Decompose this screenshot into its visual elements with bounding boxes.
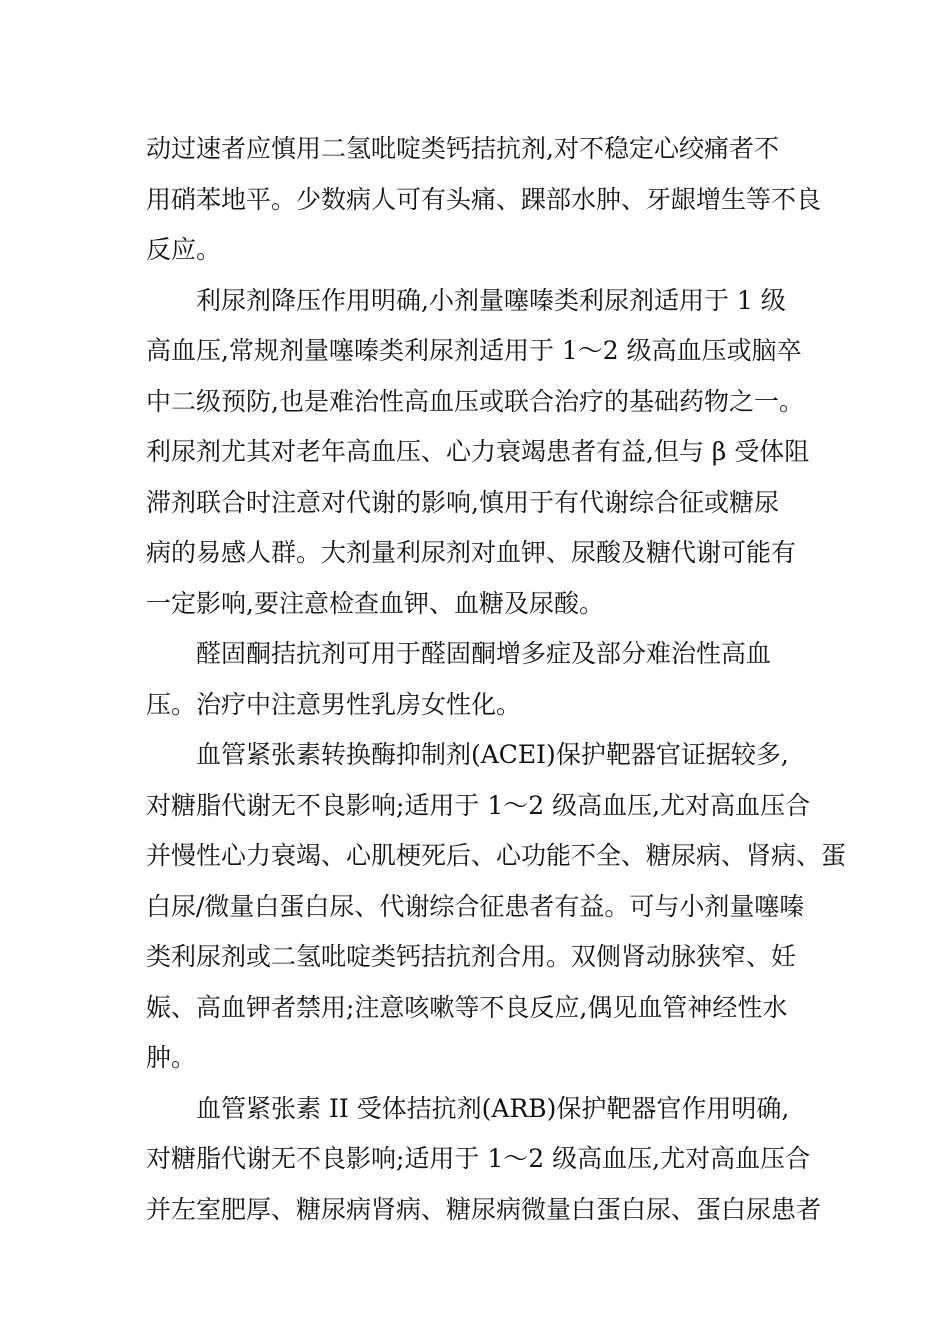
text-line: 用硝苯地平。少数病人可有头痛、踝部水肿、牙龈增生等不良	[146, 184, 822, 214]
text-line: 滞剂联合时注意对代谢的影响,慎用于有代谢综合征或糖尿	[146, 487, 779, 517]
body-text	[146, 124, 847, 1235]
text-line: 白尿/微量白蛋白尿、代谢综合征患者有益。可与小剂量噻嗪	[146, 891, 805, 921]
text-line: 反应。	[146, 235, 222, 264]
text-line: 利尿剂降压作用明确,小剂量噻嗪类利尿剂适用于 1 级	[196, 285, 786, 315]
text-line: 并左室肥厚、糖尿病肾病、糖尿病微量白蛋白尿、蛋白尿患者	[146, 1194, 822, 1224]
paragraph-aldosterone-antagonists	[146, 629, 810, 730]
paragraph-acei	[146, 730, 847, 1084]
paragraph-arb	[146, 1084, 822, 1236]
text-line: 娠、高血钾者禁用;注意咳嗽等不良反应,偶见血管神经性水	[146, 992, 788, 1022]
text-line: 肿。	[146, 1043, 197, 1072]
text-line: 动过速者应慎用二氢吡啶类钙拮抗剂,对不稳定心绞痛者不	[146, 134, 779, 163]
text-line: 血管紧张素转换酶抑制剂(ACEI)保护靶器官证据较多,	[196, 740, 789, 769]
text-line: 对糖脂代谢无不良影响;适用于 1～2 级高血压,尤对高血压合	[146, 790, 811, 820]
text-line: 类利尿剂或二氢吡啶类钙拮抗剂合用。双侧肾动脉狭窄、妊	[146, 942, 797, 971]
text-line: 对糖脂代谢无不良影响;适用于 1～2 级高血压,尤对高血压合	[146, 1144, 811, 1173]
text-line: 血管紧张素 II 受体拮抗剂(ARB)保护靶器官作用明确,	[196, 1093, 790, 1123]
text-line: 中二级预防,也是难治性高血压或联合治疗的基础药物之一。	[146, 386, 804, 416]
text-line: 一定影响,要注意检查血钾、血糖及尿酸。	[146, 588, 604, 618]
text-line: 病的易感人群。大剂量利尿剂对血钾、尿酸及糖代谢可能有	[146, 538, 797, 567]
text-line: 利尿剂尤其对老年高血压、心力衰竭患者有益,但与 β 受体阻	[146, 437, 810, 466]
text-line: 并慢性心力衰竭、心肌梗死后、心功能不全、糖尿病、肾病、蛋	[146, 841, 847, 870]
paragraph-diuretics	[146, 276, 810, 630]
text-line: 压。治疗中注意男性乳房女性化。	[146, 689, 522, 719]
text-line: 高血压,常规剂量噻嗪类利尿剂适用于 1～2 级高血压或脑卒	[146, 336, 802, 365]
paragraph-ccb-continued	[146, 124, 822, 276]
text-line: 醛固酮拮抗剂可用于醛固酮增多症及部分难治性高血	[196, 639, 772, 668]
